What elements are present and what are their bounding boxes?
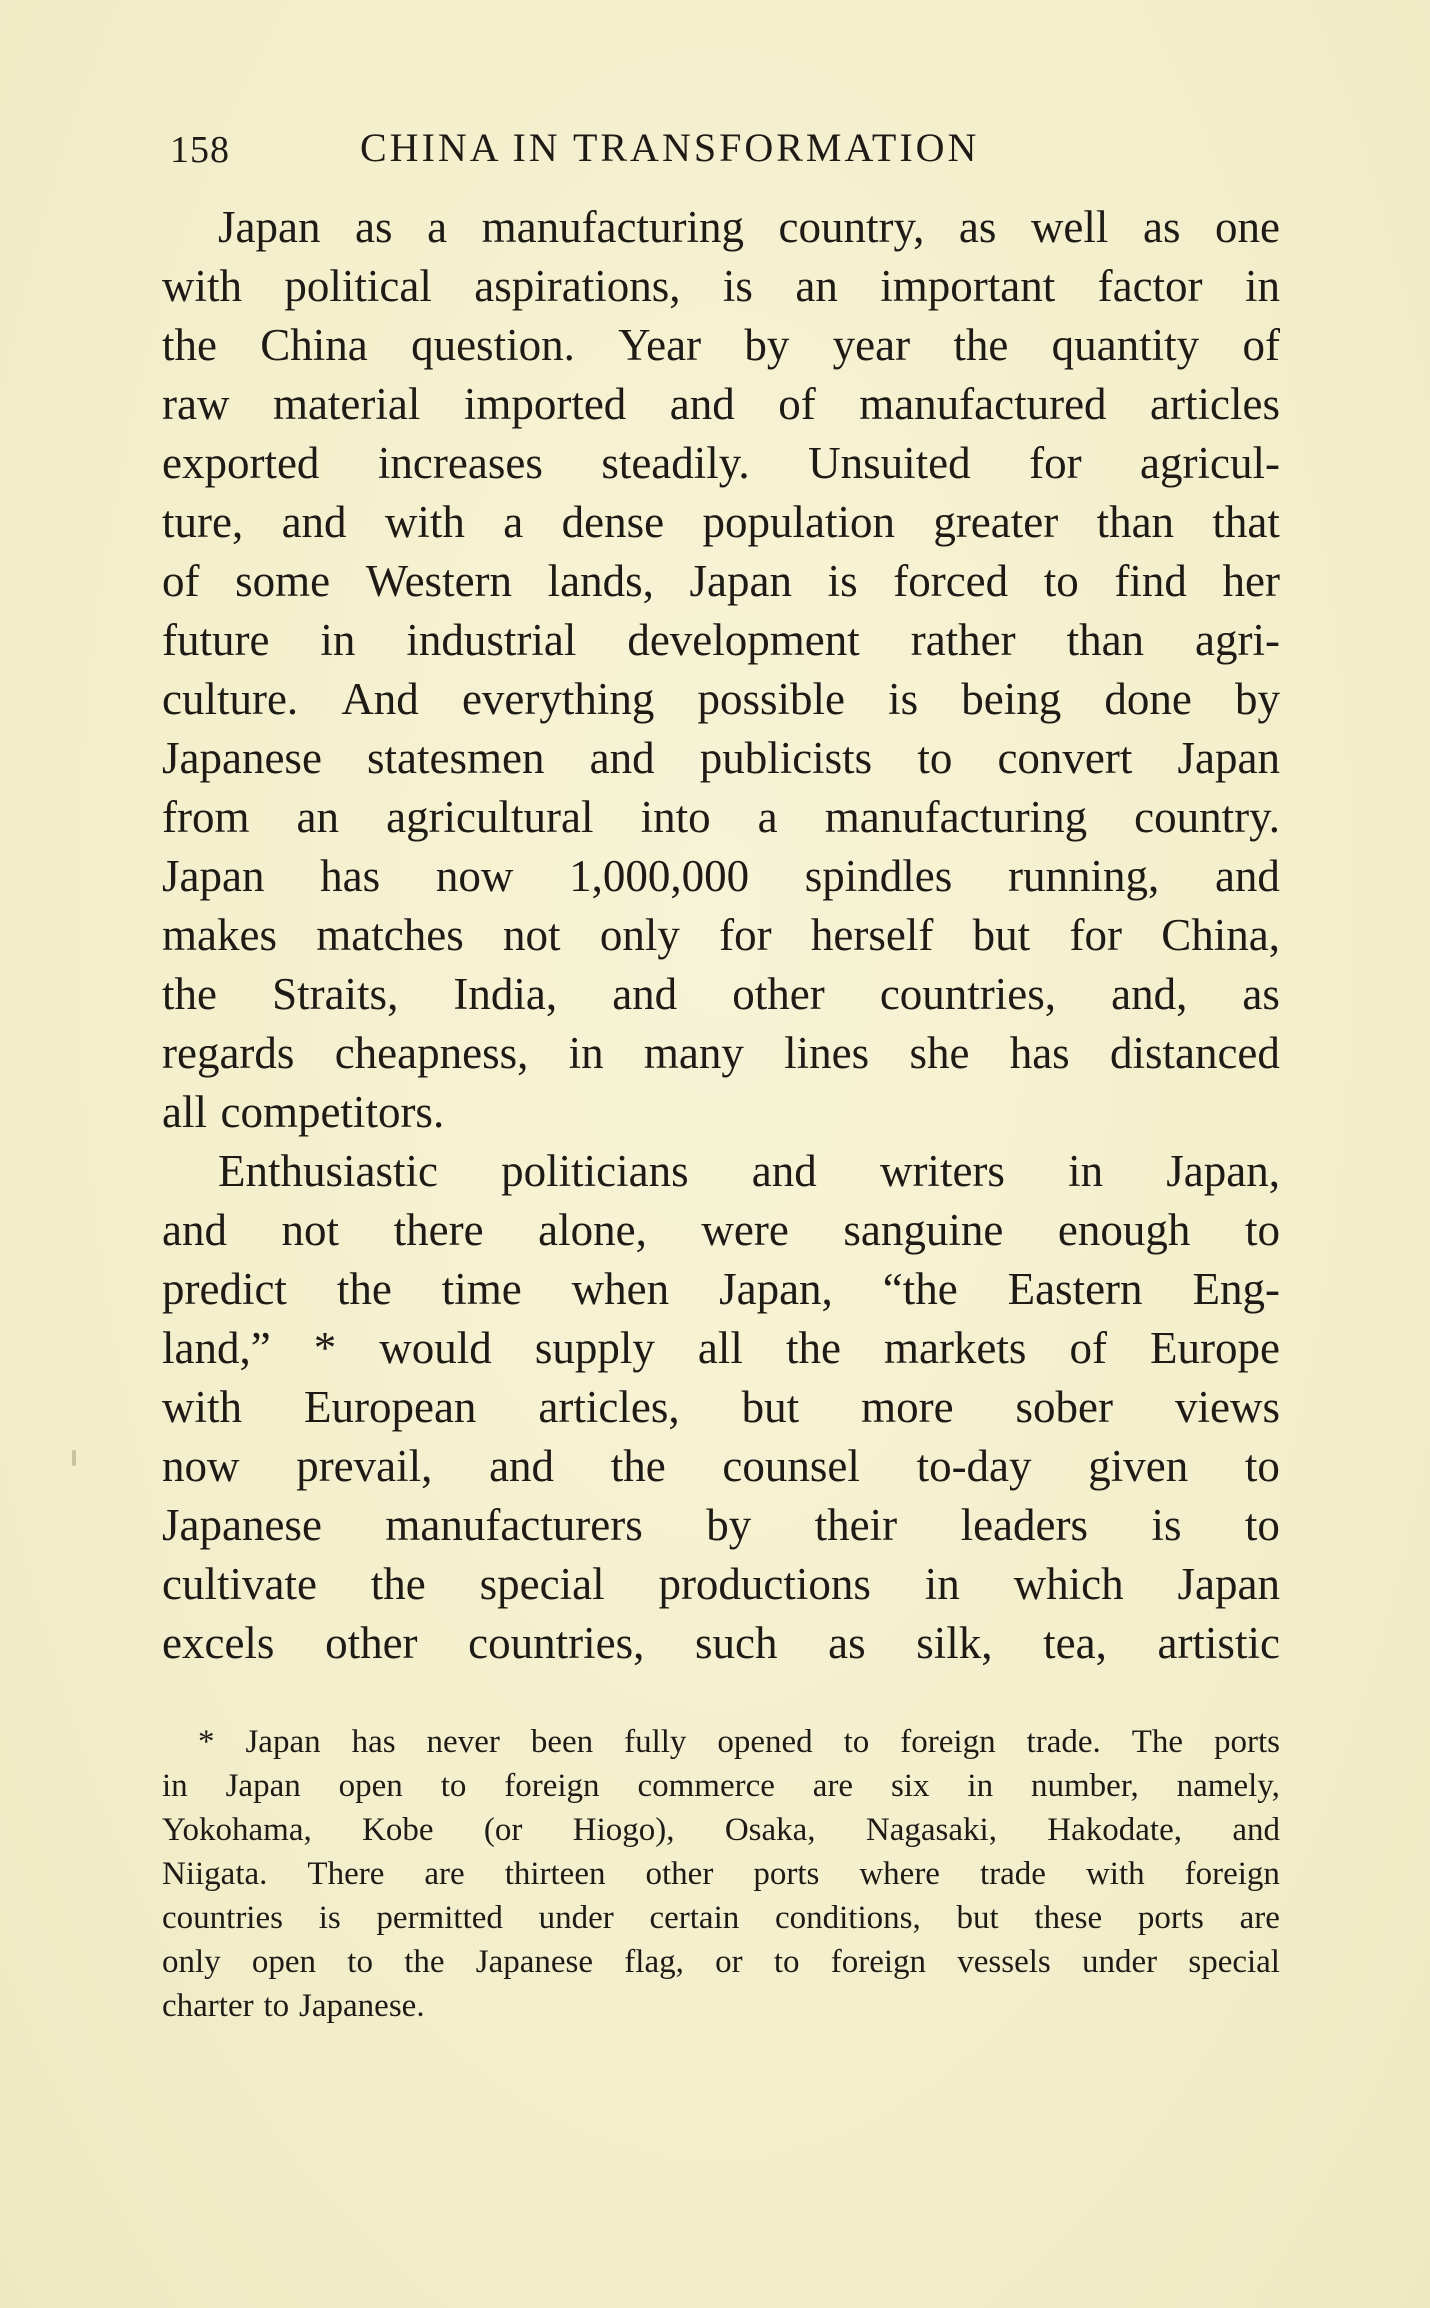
word: the bbox=[336, 1264, 392, 1314]
word: were bbox=[701, 1205, 789, 1255]
text-line bbox=[162, 1319, 1280, 1378]
word: development bbox=[627, 615, 860, 665]
word: are bbox=[1239, 1900, 1280, 1936]
text-line bbox=[162, 1260, 1280, 1319]
word: the bbox=[162, 320, 217, 370]
footnote-line bbox=[162, 1764, 1280, 1808]
word: certain bbox=[649, 1900, 740, 1936]
word: is bbox=[888, 674, 919, 724]
word: a bbox=[757, 792, 778, 842]
word: all bbox=[697, 1323, 743, 1373]
word: open bbox=[338, 1768, 403, 1804]
word: writers bbox=[879, 1146, 1005, 1196]
word: Japanese bbox=[475, 1944, 594, 1980]
word: publicists bbox=[699, 733, 873, 783]
word: convert bbox=[997, 733, 1133, 783]
word: “the bbox=[882, 1264, 958, 1314]
text-line bbox=[162, 552, 1280, 611]
word: she bbox=[909, 1028, 970, 1078]
word: from bbox=[162, 792, 250, 842]
word: with bbox=[162, 261, 243, 311]
word: raw bbox=[162, 379, 230, 429]
word: agri- bbox=[1195, 615, 1280, 665]
word: the bbox=[370, 1559, 426, 1609]
word: supply bbox=[534, 1323, 655, 1373]
word: than bbox=[1066, 615, 1145, 665]
word: of bbox=[1069, 1323, 1107, 1373]
text-line bbox=[162, 257, 1280, 316]
word: increases bbox=[377, 438, 543, 488]
word: Japan, bbox=[1166, 1146, 1280, 1196]
word: agricul- bbox=[1140, 438, 1280, 488]
word: for bbox=[1069, 910, 1122, 960]
word: in bbox=[568, 1028, 604, 1078]
text-line bbox=[162, 847, 1280, 906]
word: as bbox=[958, 202, 997, 252]
word: countries, bbox=[468, 1618, 645, 1668]
word: but bbox=[972, 910, 1031, 960]
word: by bbox=[744, 320, 790, 370]
word: to bbox=[843, 1724, 870, 1760]
word: dense bbox=[561, 497, 665, 547]
word: now bbox=[162, 1441, 240, 1491]
word: exported bbox=[162, 438, 320, 488]
word: rather bbox=[910, 615, 1016, 665]
word: political bbox=[284, 261, 432, 311]
word: has bbox=[351, 1724, 396, 1760]
word: foreign bbox=[504, 1768, 600, 1804]
word: is bbox=[1151, 1500, 1182, 1550]
word: China bbox=[260, 320, 368, 370]
word: Japan bbox=[245, 1724, 321, 1760]
word: Japan, bbox=[719, 1264, 833, 1314]
word: imported bbox=[463, 379, 627, 429]
word: not bbox=[503, 910, 561, 960]
word: would bbox=[379, 1323, 492, 1373]
word: her bbox=[1222, 556, 1280, 606]
paper-mark bbox=[72, 1450, 76, 1466]
word: prevail, bbox=[296, 1441, 433, 1491]
word: lands, bbox=[547, 556, 654, 606]
word: everything bbox=[461, 674, 655, 724]
word: to bbox=[440, 1768, 467, 1804]
word: greater bbox=[933, 497, 1059, 547]
word: well bbox=[1030, 202, 1109, 252]
word: country, bbox=[778, 202, 925, 252]
word: the bbox=[162, 969, 217, 1019]
word: which bbox=[1013, 1559, 1124, 1609]
footnote-line bbox=[162, 1896, 1280, 1940]
word: articles bbox=[1150, 379, 1280, 429]
word: forced bbox=[893, 556, 1009, 606]
word: six bbox=[891, 1768, 930, 1804]
word: land,” bbox=[162, 1323, 271, 1373]
word: only bbox=[162, 1944, 221, 1980]
word: by bbox=[1235, 674, 1280, 724]
word: has bbox=[320, 851, 381, 901]
word: predict bbox=[162, 1264, 287, 1314]
word: under bbox=[538, 1900, 614, 1936]
word: Japanese. bbox=[299, 1988, 425, 2024]
text-line bbox=[162, 1496, 1280, 1555]
word: Enthusiastic bbox=[218, 1146, 438, 1196]
word: to bbox=[917, 733, 953, 783]
word: and bbox=[612, 969, 678, 1019]
word: Japan bbox=[1177, 1559, 1280, 1609]
word: given bbox=[1088, 1441, 1189, 1491]
word: number, bbox=[1031, 1768, 1139, 1804]
word: alone, bbox=[538, 1205, 647, 1255]
word: to bbox=[347, 1944, 373, 1980]
word: Niigata. bbox=[162, 1856, 268, 1892]
word: fully bbox=[624, 1724, 687, 1760]
body-text bbox=[162, 198, 1280, 1673]
word: never bbox=[426, 1724, 500, 1760]
word: special bbox=[479, 1559, 605, 1609]
word: Eng- bbox=[1192, 1264, 1280, 1314]
word: there bbox=[393, 1205, 484, 1255]
word: being bbox=[961, 674, 1062, 724]
word: material bbox=[272, 379, 421, 429]
word: opened bbox=[717, 1724, 813, 1760]
word: running, bbox=[1008, 851, 1160, 901]
text-line bbox=[162, 1378, 1280, 1437]
word: There bbox=[307, 1856, 385, 1892]
word: into bbox=[640, 792, 711, 842]
running-head: CHINA IN TRANSFORMATION bbox=[360, 125, 980, 170]
word: agricultural bbox=[386, 792, 594, 842]
word: Hakodate, bbox=[1047, 1812, 1182, 1848]
word: but bbox=[956, 1900, 999, 1936]
word: matches bbox=[316, 910, 464, 960]
word: now bbox=[435, 851, 514, 901]
word: Europe bbox=[1150, 1323, 1280, 1373]
footnote-line bbox=[162, 1852, 1280, 1896]
word: Yokohama, bbox=[162, 1812, 312, 1848]
word: statesmen bbox=[367, 733, 545, 783]
text-line bbox=[162, 434, 1280, 493]
word: thirteen bbox=[504, 1856, 606, 1892]
word: foreign bbox=[830, 1944, 927, 1980]
word: other bbox=[325, 1618, 418, 1668]
word: regards bbox=[162, 1028, 295, 1078]
word: other bbox=[645, 1856, 714, 1892]
text-line bbox=[162, 729, 1280, 788]
word: to bbox=[1244, 1500, 1280, 1550]
word: enough bbox=[1057, 1205, 1191, 1255]
word: as bbox=[1242, 969, 1280, 1019]
word: of bbox=[162, 556, 200, 606]
word: to bbox=[1043, 556, 1079, 606]
text-line bbox=[162, 611, 1280, 670]
word: possible bbox=[697, 674, 846, 724]
text-line bbox=[162, 198, 1280, 257]
word: these bbox=[1034, 1900, 1103, 1936]
text-line bbox=[162, 1437, 1280, 1496]
word: is bbox=[722, 261, 753, 311]
word: * bbox=[313, 1323, 337, 1373]
word: many bbox=[643, 1028, 744, 1078]
word: ports bbox=[753, 1856, 820, 1892]
word: Kobe bbox=[362, 1812, 434, 1848]
word: manufacturers bbox=[385, 1500, 643, 1550]
word: a bbox=[427, 202, 448, 252]
word: year bbox=[832, 320, 911, 370]
text-line bbox=[162, 493, 1280, 552]
word: productions bbox=[658, 1559, 871, 1609]
word: Osaka, bbox=[724, 1812, 816, 1848]
word: where bbox=[859, 1856, 940, 1892]
word: manufacturing bbox=[824, 792, 1088, 842]
text-line bbox=[162, 788, 1280, 847]
word: politicians bbox=[501, 1146, 689, 1196]
word: in bbox=[967, 1768, 994, 1804]
word: and bbox=[751, 1146, 817, 1196]
word: the bbox=[610, 1441, 666, 1491]
word: namely, bbox=[1176, 1768, 1280, 1804]
word: with bbox=[162, 1382, 243, 1432]
word: find bbox=[1114, 556, 1187, 606]
text-line bbox=[162, 1201, 1280, 1260]
word: foreign bbox=[1184, 1856, 1280, 1892]
word: with bbox=[384, 497, 465, 547]
word: spindles bbox=[804, 851, 953, 901]
word: Japan bbox=[218, 202, 321, 252]
word: all bbox=[162, 1087, 207, 1137]
word: a bbox=[503, 497, 524, 547]
word: as bbox=[1142, 202, 1181, 252]
word: Eastern bbox=[1007, 1264, 1143, 1314]
word: factor bbox=[1097, 261, 1203, 311]
word: their bbox=[814, 1500, 898, 1550]
word: as bbox=[355, 202, 393, 252]
word: Hiogo), bbox=[572, 1812, 675, 1848]
word: sober bbox=[1015, 1382, 1114, 1432]
word: Japan bbox=[1177, 733, 1280, 783]
word: to bbox=[1244, 1205, 1280, 1255]
word: future bbox=[162, 615, 270, 665]
word: in bbox=[1068, 1146, 1104, 1196]
word: and, bbox=[1111, 969, 1188, 1019]
word: and bbox=[1232, 1812, 1280, 1848]
word: in bbox=[924, 1559, 960, 1609]
word: articles, bbox=[538, 1382, 680, 1432]
word: when bbox=[571, 1264, 670, 1314]
word: conditions, bbox=[774, 1900, 921, 1936]
word: quantity bbox=[1051, 320, 1200, 370]
word: lines bbox=[784, 1028, 870, 1078]
word: of bbox=[1242, 320, 1280, 370]
word: and bbox=[489, 1441, 555, 1491]
footnote bbox=[162, 1720, 1280, 2028]
word: views bbox=[1175, 1382, 1280, 1432]
word: in bbox=[1244, 261, 1280, 311]
word: European bbox=[304, 1382, 477, 1432]
word: China, bbox=[1161, 910, 1280, 960]
word: is bbox=[827, 556, 858, 606]
word: to bbox=[773, 1944, 800, 1980]
word: leaders bbox=[960, 1500, 1088, 1550]
word: Japanese bbox=[162, 1500, 322, 1550]
word: population bbox=[702, 497, 895, 547]
word: than bbox=[1096, 497, 1175, 547]
word: cheapness, bbox=[334, 1028, 529, 1078]
word: industrial bbox=[406, 615, 577, 665]
word: countries bbox=[162, 1900, 283, 1936]
word: excels bbox=[162, 1618, 275, 1668]
word: Straits, bbox=[272, 969, 399, 1019]
word: to-day bbox=[916, 1441, 1032, 1491]
word: an bbox=[296, 792, 340, 842]
word: are bbox=[424, 1856, 465, 1892]
word: ture, bbox=[162, 497, 244, 547]
word: done bbox=[1104, 674, 1192, 724]
word: The bbox=[1131, 1724, 1184, 1760]
word: for bbox=[719, 910, 772, 960]
word: countries, bbox=[879, 969, 1057, 1019]
word: has bbox=[1009, 1028, 1070, 1078]
text-line bbox=[162, 1024, 1280, 1083]
footnote-line bbox=[162, 1720, 1280, 1764]
footnote-line bbox=[162, 1984, 1280, 2028]
word: trade. bbox=[1026, 1724, 1101, 1760]
word: steadily. bbox=[601, 438, 750, 488]
word: markets bbox=[883, 1323, 1027, 1373]
word: ports bbox=[1137, 1900, 1204, 1936]
text-line bbox=[162, 375, 1280, 434]
word: and bbox=[162, 1205, 227, 1255]
word: makes bbox=[162, 910, 277, 960]
word: more bbox=[861, 1382, 954, 1432]
word: culture. bbox=[162, 674, 299, 724]
word: permitted bbox=[376, 1900, 503, 1936]
word: the bbox=[785, 1323, 841, 1373]
word: the bbox=[404, 1944, 445, 1980]
word: to bbox=[263, 1988, 290, 2024]
word: commerce bbox=[637, 1768, 775, 1804]
word: artistic bbox=[1157, 1618, 1280, 1668]
word: for bbox=[1029, 438, 1082, 488]
word: under bbox=[1081, 1944, 1158, 1980]
word: such bbox=[694, 1618, 778, 1668]
word: counsel bbox=[722, 1441, 860, 1491]
word: by bbox=[706, 1500, 752, 1550]
word: competitors. bbox=[220, 1087, 445, 1137]
word: distanced bbox=[1109, 1028, 1280, 1078]
word: of bbox=[778, 379, 816, 429]
word: foreign bbox=[900, 1724, 996, 1760]
word: is bbox=[318, 1900, 341, 1936]
word: only bbox=[599, 910, 680, 960]
word: (or bbox=[483, 1812, 523, 1848]
word: as bbox=[828, 1618, 866, 1668]
word: one bbox=[1215, 202, 1280, 252]
word: flag, bbox=[624, 1944, 684, 1980]
word: an bbox=[795, 261, 838, 311]
word: And bbox=[341, 674, 419, 724]
word: * bbox=[198, 1724, 215, 1760]
text-line bbox=[162, 965, 1280, 1024]
word: with bbox=[1085, 1856, 1145, 1892]
text-line bbox=[162, 670, 1280, 729]
word: been bbox=[530, 1724, 594, 1760]
word: and bbox=[1214, 851, 1280, 901]
word: other bbox=[732, 969, 825, 1019]
word: and bbox=[589, 733, 655, 783]
word: herself bbox=[810, 910, 934, 960]
word: the bbox=[953, 320, 1009, 370]
word: in bbox=[162, 1768, 188, 1804]
word: tea, bbox=[1043, 1618, 1107, 1668]
text-line bbox=[162, 1614, 1280, 1673]
text-line bbox=[162, 1083, 1280, 1142]
word: Japan bbox=[225, 1768, 301, 1804]
word: or bbox=[715, 1944, 743, 1980]
word: time bbox=[441, 1264, 522, 1314]
word: not bbox=[281, 1205, 340, 1255]
word: sanguine bbox=[843, 1205, 1004, 1255]
word: trade bbox=[979, 1856, 1046, 1892]
text-line bbox=[162, 316, 1280, 375]
word: Nagasaki, bbox=[865, 1812, 997, 1848]
text-line bbox=[162, 906, 1280, 965]
word: vessels bbox=[957, 1944, 1051, 1980]
word: ports bbox=[1214, 1724, 1280, 1760]
footnote-line bbox=[162, 1940, 1280, 1984]
word: silk, bbox=[916, 1618, 993, 1668]
page-header bbox=[170, 120, 1280, 190]
word: manufactured bbox=[859, 379, 1107, 429]
word: charter bbox=[162, 1988, 254, 2024]
word: Japanese bbox=[162, 733, 322, 783]
word: cultivate bbox=[162, 1559, 317, 1609]
word: aspirations, bbox=[474, 261, 681, 311]
word: in bbox=[320, 615, 356, 665]
word: Japan bbox=[162, 851, 265, 901]
page-number: 158 bbox=[170, 129, 230, 171]
word: some bbox=[235, 556, 331, 606]
word: manufacturing bbox=[481, 202, 744, 252]
word: country. bbox=[1134, 792, 1280, 842]
word: question. bbox=[411, 320, 575, 370]
word: Unsuited bbox=[808, 438, 971, 488]
word: Western bbox=[365, 556, 513, 606]
word: Year bbox=[618, 320, 702, 370]
word: open bbox=[251, 1944, 317, 1980]
word: Japan bbox=[689, 556, 792, 606]
word: are bbox=[812, 1768, 854, 1804]
word: to bbox=[1244, 1441, 1280, 1491]
word: India, bbox=[453, 969, 558, 1019]
word: and bbox=[669, 379, 735, 429]
text-line bbox=[162, 1142, 1280, 1201]
word: that bbox=[1212, 497, 1280, 547]
word: and bbox=[281, 497, 347, 547]
word: important bbox=[880, 261, 1056, 311]
text-line bbox=[162, 1555, 1280, 1614]
word: but bbox=[741, 1382, 800, 1432]
word: special bbox=[1188, 1944, 1280, 1980]
word: 1,000,000 bbox=[569, 851, 750, 901]
footnote-line bbox=[162, 1808, 1280, 1852]
